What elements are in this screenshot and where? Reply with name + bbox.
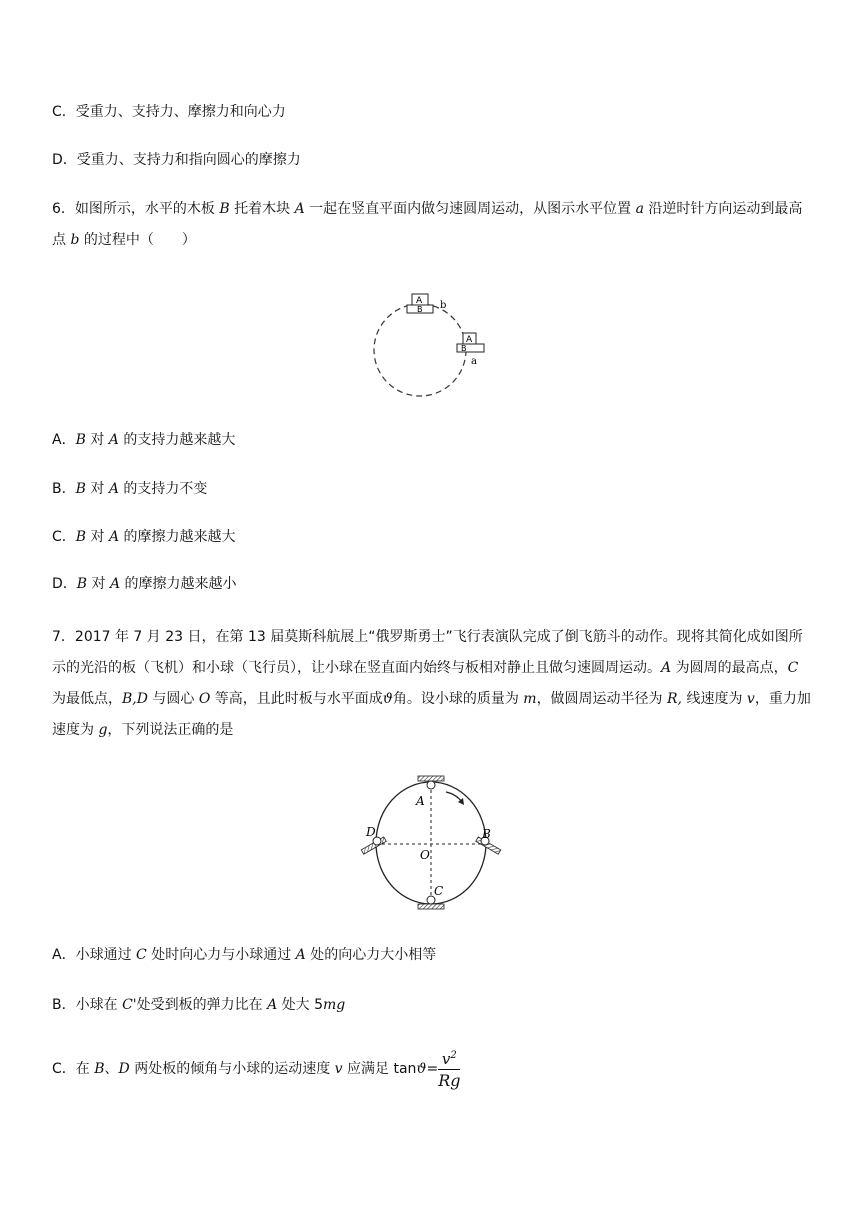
- q6-stem: 6．如图所示，水平的木板 B 托着木块 A 一起在竖直平面内做匀速圆周运动，从图示水平位置 a 沿逆时针方向运动到最高点 b 的过程中（ ）: [52, 201, 803, 248]
- q7-label-D: D: [366, 825, 376, 839]
- q6-label-b: b: [440, 300, 447, 311]
- q7-stem: 7．2017 年 7 月 23 日，在第 13 届莫斯科航展上“俄罗斯勇士”飞行表演队完成了倒飞筋斗的动作。现将其简化成如图所示的光沿的板（飞机）和小球（飞行员），让小球在竖直面内始终与板相对静止且做匀速圆周运动。A 为圆周的最高点，C 为最低点，B,D 与圆心 O 等高，且此时板与水平面成ϑ角。设小球的质量为 m，做圆周运动半径为 R, 线速度为 v，重力加速度为 g，下列说法正确的是: [52, 629, 811, 738]
- q6-dashed-circle: [374, 304, 466, 396]
- q7-option-b: B．小球在 C'处受到板的弹力比在 A 处大 5mg: [52, 997, 346, 1013]
- q7-direction-arc: [446, 792, 462, 802]
- q7-label-A: A: [416, 794, 425, 808]
- q7-board-bottom: [418, 904, 444, 909]
- q6-figure-circle-blocks: [360, 278, 510, 408]
- q5-option-c: C．受重力、支持力、摩擦力和向心力: [52, 104, 286, 120]
- q7-label-B: B: [482, 827, 491, 841]
- q6-option-a: A．B 对 A 的支持力越来越大: [52, 432, 236, 448]
- q7-label-C: C: [434, 884, 444, 898]
- q5-option-d: D．受重力、支持力和指向圆心的摩擦力: [52, 152, 301, 168]
- q6-label-B-top: B: [417, 305, 423, 314]
- q7-figure-loop: [358, 770, 508, 912]
- q6-label-A-right: A: [466, 335, 473, 345]
- q6-option-c: C．B 对 A 的摩擦力越来越大: [52, 529, 236, 545]
- q6-label-B-right: B: [461, 344, 467, 353]
- q7-formula-fraction: $\frac{v^2}{Rg}$: [438, 1046, 460, 1092]
- q7-option-a: A．小球通过 C 处时向心力与小球通过 A 处的向心力大小相等: [52, 947, 437, 963]
- q6-option-d: D．B 对 A 的摩擦力越来越小: [52, 576, 237, 592]
- q7-board-top: [418, 776, 444, 781]
- q7-option-c: C．在 B、D 两处板的倾角与小球的运动速度 v 应满足 tanϑ= $\frac{v^2}{Rg}$: [52, 1046, 460, 1092]
- q7-ball-top: [427, 781, 435, 789]
- q6-option-b: B．B 对 A 的支持力不变: [52, 481, 208, 497]
- q6-label-a: a: [471, 356, 477, 367]
- q6-label-A-top: A: [416, 296, 423, 306]
- q7-label-O: O: [420, 848, 430, 862]
- q7-circle-path: [376, 782, 486, 904]
